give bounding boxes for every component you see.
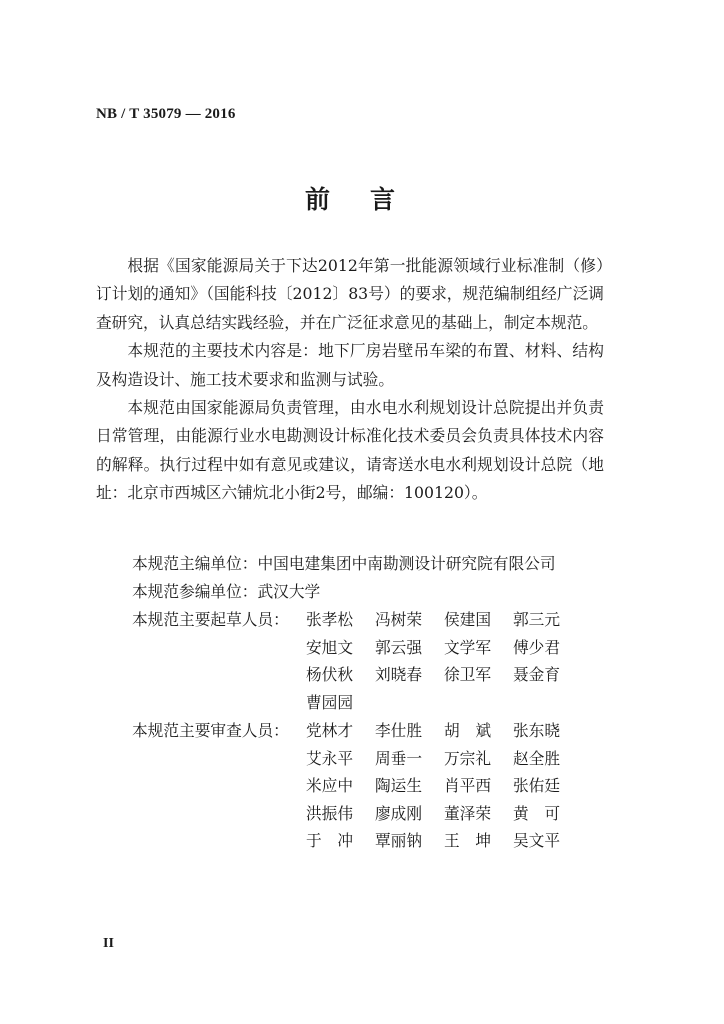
paragraph: 本规范由国家能源局负责管理，由水电水利规划设计总院提出并负责日常管理，由能源行业水电勘测设计标准化技术委员会负责具体技术内容的解释。执行过程中如有意见或建议，请寄送水电水利规划设计总院（地址：北京市西城区六铺炕北小街2号，邮编：100120）。	[96, 398, 604, 503]
paragraph: 根据《国家能源局关于下达2012年第一批能源领域行业标准制（修）订计划的通知》（国能科技〔2012〕83号）的要求，规范编制组经广泛调查研究，认真总结实践经验，并在广泛征求意见的基础上，制定本规范。	[96, 256, 604, 332]
page-title: 前言	[304, 185, 435, 214]
person-name: 王 坤	[444, 831, 492, 851]
person-name: 黄 可	[513, 803, 561, 823]
person-name: 肖平西	[444, 776, 492, 796]
person-name: 曹园园	[306, 692, 354, 712]
drafters-label: 本规范主要起草人员：	[132, 610, 289, 629]
person-name: 聂金育	[513, 665, 561, 685]
person-name: 杨伏秋	[306, 665, 354, 685]
person-name: 廖成刚	[375, 803, 423, 823]
person-name: 米应中	[306, 776, 354, 796]
drafters-names	[306, 608, 606, 718]
person-name: 万宗礼	[444, 748, 492, 768]
person-name: 安旭文	[306, 637, 354, 657]
person-name: 吴文平	[513, 831, 561, 851]
person-name: 刘晓春	[375, 665, 423, 685]
person-name: 文学军	[444, 637, 492, 657]
standard-number: NB / T 35079 — 2016	[96, 106, 236, 122]
person-name: 郭三元	[513, 610, 561, 629]
reviewers-label: 本规范主要审查人员：	[132, 721, 289, 740]
person-name: 于 冲	[306, 831, 354, 851]
person-name: 冯树荣	[375, 610, 423, 629]
person-name: 周垂一	[375, 748, 423, 768]
participating-unit: 本规范参编单位：武汉大学	[132, 582, 321, 601]
person-name: 胡 斌	[444, 721, 492, 740]
person-name: 张东晓	[513, 721, 561, 740]
person-name: 覃丽钠	[375, 831, 423, 851]
person-name: 赵全胜	[513, 748, 561, 768]
chief-editor-unit: 本规范主编单位：中国电建集团中南勘测设计研究院有限公司	[132, 554, 556, 573]
reviewers-names	[306, 719, 606, 857]
person-name: 李仕胜	[375, 721, 423, 740]
person-name: 董泽荣	[444, 803, 492, 823]
person-name: 徐卫军	[444, 665, 492, 685]
person-name: 张佑廷	[513, 776, 561, 796]
page-number: II	[103, 936, 114, 951]
person-name: 侯建国	[444, 610, 492, 629]
person-name: 洪振伟	[306, 803, 354, 823]
preface-body	[96, 252, 604, 508]
paragraph: 本规范的主要技术内容是：地下厂房岩壁吊车梁的布置、材料、结构及构造设计、施工技术要求和监测与试验。	[96, 341, 604, 389]
person-name: 陶运生	[375, 776, 423, 796]
person-name: 张孝松	[306, 610, 354, 629]
person-name: 傅少君	[513, 637, 561, 657]
person-name: 艾永平	[306, 748, 354, 768]
person-name: 党林才	[306, 721, 354, 740]
person-name: 郭云强	[375, 637, 423, 657]
